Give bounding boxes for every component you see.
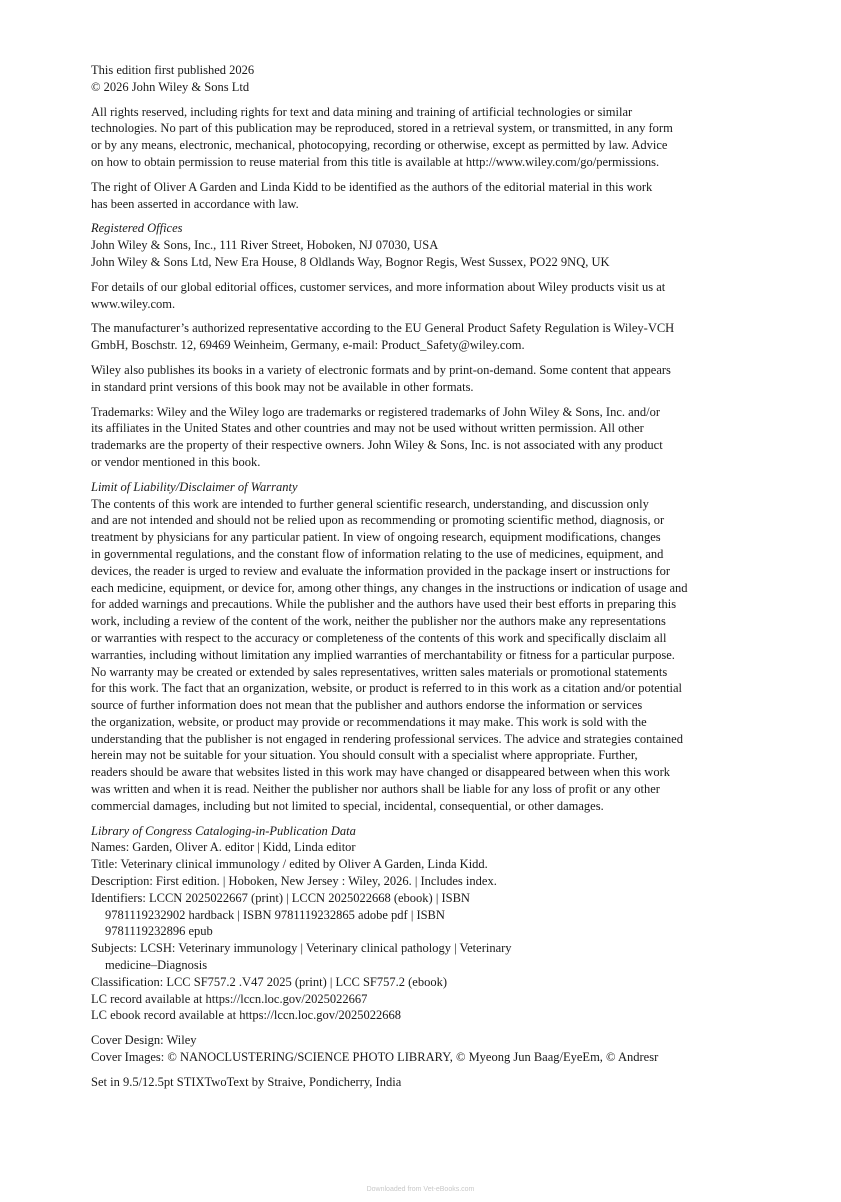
- cip-title: Title: Veterinary clinical immunology / edited by Oliver A Garden, Linda Kidd.: [91, 857, 488, 872]
- eu-representative-paragraph: [91, 320, 743, 354]
- download-footer: Downloaded from Vet-eBooks.com: [366, 1186, 475, 1193]
- trademarks-line: trademarks are the property of their respective owners. John Wiley & Sons, Inc. is not associated with any product: [91, 438, 663, 453]
- trademarks-line: or vendor mentioned in this book.: [91, 454, 261, 469]
- edition-block: [91, 62, 743, 96]
- cip-description: Description: First edition. | Hoboken, New Jersey : Wiley, 2026. | Includes index.: [91, 874, 497, 889]
- cip-subjects: Subjects: LCSH: Veterinary immunology | Veterinary clinical pathology | Veterinary medicine–Diagnosis: [91, 941, 512, 973]
- cip-lc-ebook-record: LC ebook record available at https://lccn.loc.gov/2025022668: [91, 1008, 401, 1023]
- cip-heading: Library of Congress Cataloging-in-Publication Data: [91, 823, 356, 838]
- cover-images: Cover Images: © NANOCLUSTERING/SCIENCE PHOTO LIBRARY, © Myeong Jun Baag/EyeEm, © Andresr: [91, 1050, 659, 1065]
- trademarks-paragraph: [91, 404, 743, 471]
- rights-line: or by any means, electronic, mechanical, photocopying, recording or otherwise, except as permitted by law. Advice: [91, 138, 668, 153]
- formats-paragraph: [91, 362, 743, 396]
- liability-line: the organization, website, or product may provide or recommendations it may make. This work is sold with the: [91, 714, 647, 729]
- liability-line: readers should be aware that websites listed in this work may have changed or disappeared between when this work: [91, 765, 670, 780]
- liability-line: warranties, including without limitation any implied warranties of merchantability or fitness for a particular purpose.: [91, 647, 675, 662]
- liability-line: treatment by physicians for any particular patient. In view of ongoing research, equipment modifications, changes: [91, 530, 661, 545]
- liability-line: work, including a review of the content of the work, neither the publisher nor the authors make any representations: [91, 614, 666, 629]
- liability-line: The contents of this work are intended to further general scientific research, understanding, and discussion only: [91, 496, 649, 511]
- rights-line: on how to obtain permission to reuse material from this title is available at http://www.wiley.com/go/permissions.: [91, 154, 660, 169]
- liability-line: source of further information does not mean that the publisher and authors endorse the information or services: [91, 698, 643, 713]
- cover-design: Cover Design: Wiley: [91, 1033, 197, 1048]
- liability-line: in governmental regulations, and the constant flow of information relating to the use of medicines, equipment, and: [91, 546, 664, 561]
- liability-line: and are not intended and should not be relied upon as recommending or promoting scientific method, diagnosis, or: [91, 513, 665, 528]
- cip-names: Names: Garden, Oliver A. editor | Kidd, Linda editor: [91, 840, 356, 855]
- eu-rep-line: GmbH, Boschstr. 12, 69469 Weinheim, Germany, e-mail: Product_Safety@wiley.com.: [91, 338, 525, 353]
- registered-offices-heading: Registered Offices: [91, 221, 183, 236]
- liability-line: for added warnings and precautions. While the publisher and the authors have used their best efforts in preparing this: [91, 597, 677, 612]
- cip-classification: Classification: LCC SF757.2 .V47 2025 (print) | LCC SF757.2 (ebook): [91, 974, 447, 989]
- office-address: John Wiley & Sons Ltd, New Era House, 8 Oldlands Way, Bognor Regis, West Sussex, PO22 9NQ, UK: [91, 254, 610, 269]
- liability-line: for this work. The fact that an organization, website, or product is referred to in this work as a citation and/or potential: [91, 681, 683, 696]
- trademarks-line: its affiliates in the United States and other countries and may not be used without written permission. All other: [91, 421, 644, 436]
- formats-line: Wiley also publishes its books in a variety of electronic formats and by print-on-demand. Some content that appears: [91, 362, 671, 377]
- eu-rep-line: The manufacturer’s authorized representative according to the EU General Product Safety Regulation is Wiley-VCH: [91, 321, 675, 336]
- liability-line: each medicine, equipment, or device for, among other things, any changes in the instructions or indication of usage and: [91, 580, 688, 595]
- authors-right-line: has been asserted in accordance with law.: [91, 196, 299, 211]
- global-offices-paragraph: [91, 279, 743, 313]
- cip-identifiers: Identifiers: LCCN 2025022667 (print) | LCCN 2025022668 (ebook) | ISBN 9781119232902 hardback | ISBN 9781119232865 adobe pdf | ISBN 9781119232896 epub: [91, 890, 470, 939]
- typeset-line: Set in 9.5/12.5pt STIXTwoText by Straive, Pondicherry, India: [91, 1074, 402, 1089]
- global-offices-line: www.wiley.com.: [91, 296, 176, 311]
- liability-line: herein may not be suitable for your situation. You should consult with a specialist where appropriate. Further,: [91, 748, 638, 763]
- cip-lc-record: LC record available at https://lccn.loc.gov/2025022667: [91, 991, 368, 1006]
- liability-disclaimer: [91, 479, 743, 815]
- rights-paragraph: [91, 104, 743, 171]
- global-offices-line: For details of our global editorial offices, customer services, and more information about Wiley products visit us at: [91, 279, 666, 294]
- liability-heading: Limit of Liability/Disclaimer of Warranty: [91, 479, 298, 494]
- liability-line: understanding that the publisher is not engaged in rendering professional services. The advice and strategies contained: [91, 731, 683, 746]
- cip-data: [91, 823, 743, 1025]
- authors-right-line: The right of Oliver A Garden and Linda Kidd to be identified as the authors of the editorial material in this work: [91, 179, 653, 194]
- liability-line: No warranty may be created or extended by sales representatives, written sales materials or promotional statements: [91, 664, 668, 679]
- typeset-note: [91, 1074, 743, 1091]
- rights-line: technologies. No part of this publication may be reproduced, stored in a retrieval system, or transmitted, in any form: [91, 121, 673, 136]
- copyright-page: [91, 62, 743, 1099]
- liability-line: commercial damages, including but not limited to special, incidental, consequential, or other damages.: [91, 798, 604, 813]
- liability-line: or warranties with respect to the accuracy or completeness of the contents of this work and specifically disclaim all: [91, 630, 667, 645]
- office-address: John Wiley & Sons, Inc., 111 River Street, Hoboken, NJ 07030, USA: [91, 238, 439, 253]
- authors-right-paragraph: [91, 179, 743, 213]
- rights-line: All rights reserved, including rights for text and data mining and training of artificial technologies or similar: [91, 104, 633, 119]
- edition-published: This edition first published 2026: [91, 63, 255, 77]
- cover-credits: [91, 1032, 743, 1066]
- trademarks-line: Trademarks: Wiley and the Wiley logo are trademarks or registered trademarks of John Wiley & Sons, Inc. and/or: [91, 404, 661, 419]
- liability-line: devices, the reader is urged to review and evaluate the information provided in the package insert or instructions for: [91, 563, 671, 578]
- registered-offices: [91, 220, 743, 270]
- liability-line: was written and when it is read. Neither the publisher nor authors shall be liable for any loss of profit or any other: [91, 782, 660, 797]
- edition-copyright: © 2026 John Wiley & Sons Ltd: [91, 79, 250, 94]
- formats-line: in standard print versions of this book may not be available in other formats.: [91, 379, 474, 394]
